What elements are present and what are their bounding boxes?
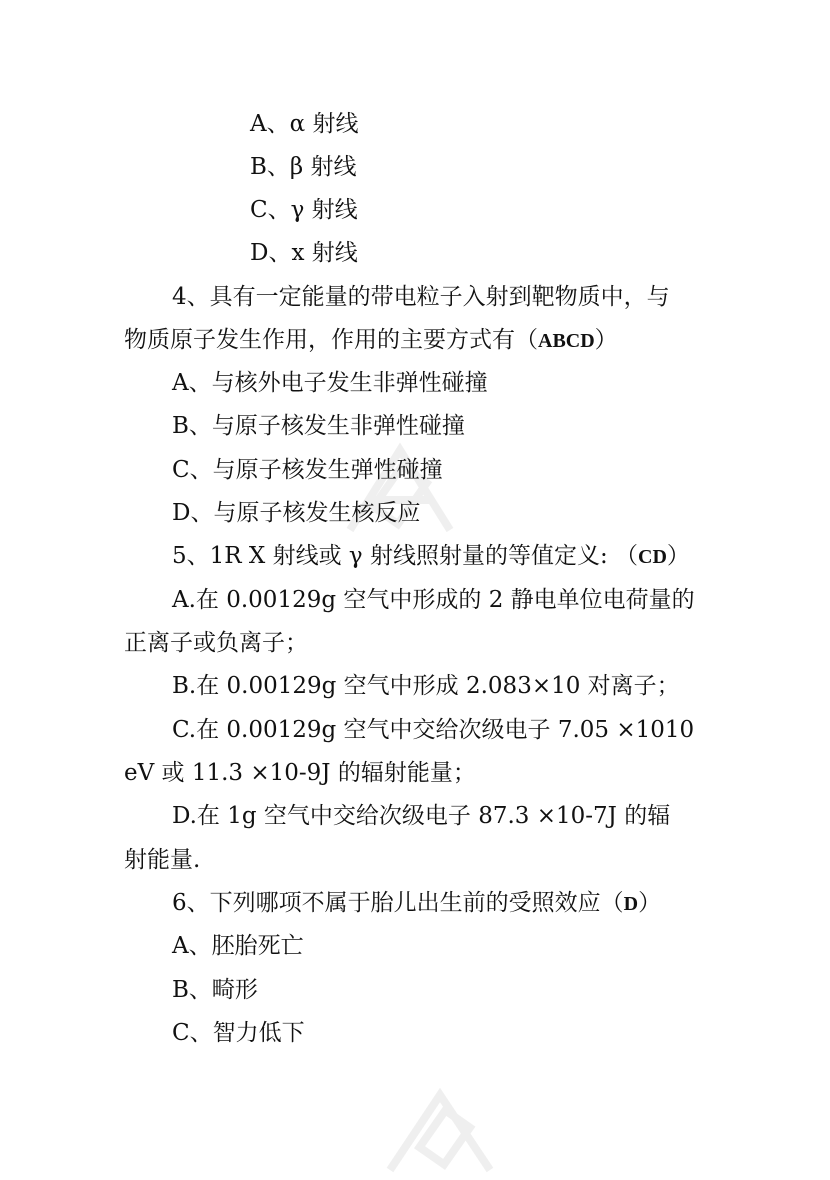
watermark-logo-top (330, 430, 470, 550)
question-line: 4、具有一定能量的带电粒子入射到靶物质中，与 (172, 284, 670, 310)
option-line: B、畸形 (172, 977, 258, 1003)
option-line: C、智力低下 (172, 1020, 305, 1046)
option-line: D.在 1g 空气中交给次级电子 87.3 ×10-7J 的辐 (172, 803, 671, 829)
option-line: B、β 射线 (250, 154, 357, 180)
answer-key: CD (638, 546, 667, 568)
watermark-logo-bottom (380, 1080, 520, 1180)
option-line: C、γ 射线 (250, 197, 358, 223)
answer-key: D (623, 893, 639, 915)
question-line: 物质原子发生作用，作用的主要方式有（ABCD） (124, 327, 618, 353)
option-line: 正离子或负离子； (124, 630, 308, 656)
question-line: 6、下列哪项不属于胎儿出生前的受照效应（D） (172, 890, 662, 916)
option-line: eV 或 11.3 ×10-9J 的辐射能量； (124, 760, 476, 786)
option-line: A、α 射线 (250, 111, 359, 137)
option-line: 射能量. (124, 847, 201, 873)
option-line: C.在 0.00129g 空气中交给次级电子 7.05 ×1010 (172, 717, 695, 743)
option-line: D、与原子核发生核反应 (172, 500, 421, 526)
option-line: B.在 0.00129g 空气中形成 2.083×10 对离子； (172, 673, 680, 699)
option-line: A、与核外电子发生非弹性碰撞 (172, 370, 488, 396)
answer-key: ABCD (538, 330, 595, 352)
option-line: A、胚胎死亡 (172, 933, 304, 959)
option-line: A.在 0.00129g 空气中形成的 2 静电单位电荷量的 (172, 587, 695, 613)
question-line: 5、1R X 射线或 γ 射线照射量的等值定义: （CD） (172, 543, 690, 569)
option-line: C、与原子核发生弹性碰撞 (172, 457, 443, 483)
option-line: B、与原子核发生非弹性碰撞 (172, 413, 465, 439)
option-line: D、x 射线 (250, 240, 358, 266)
